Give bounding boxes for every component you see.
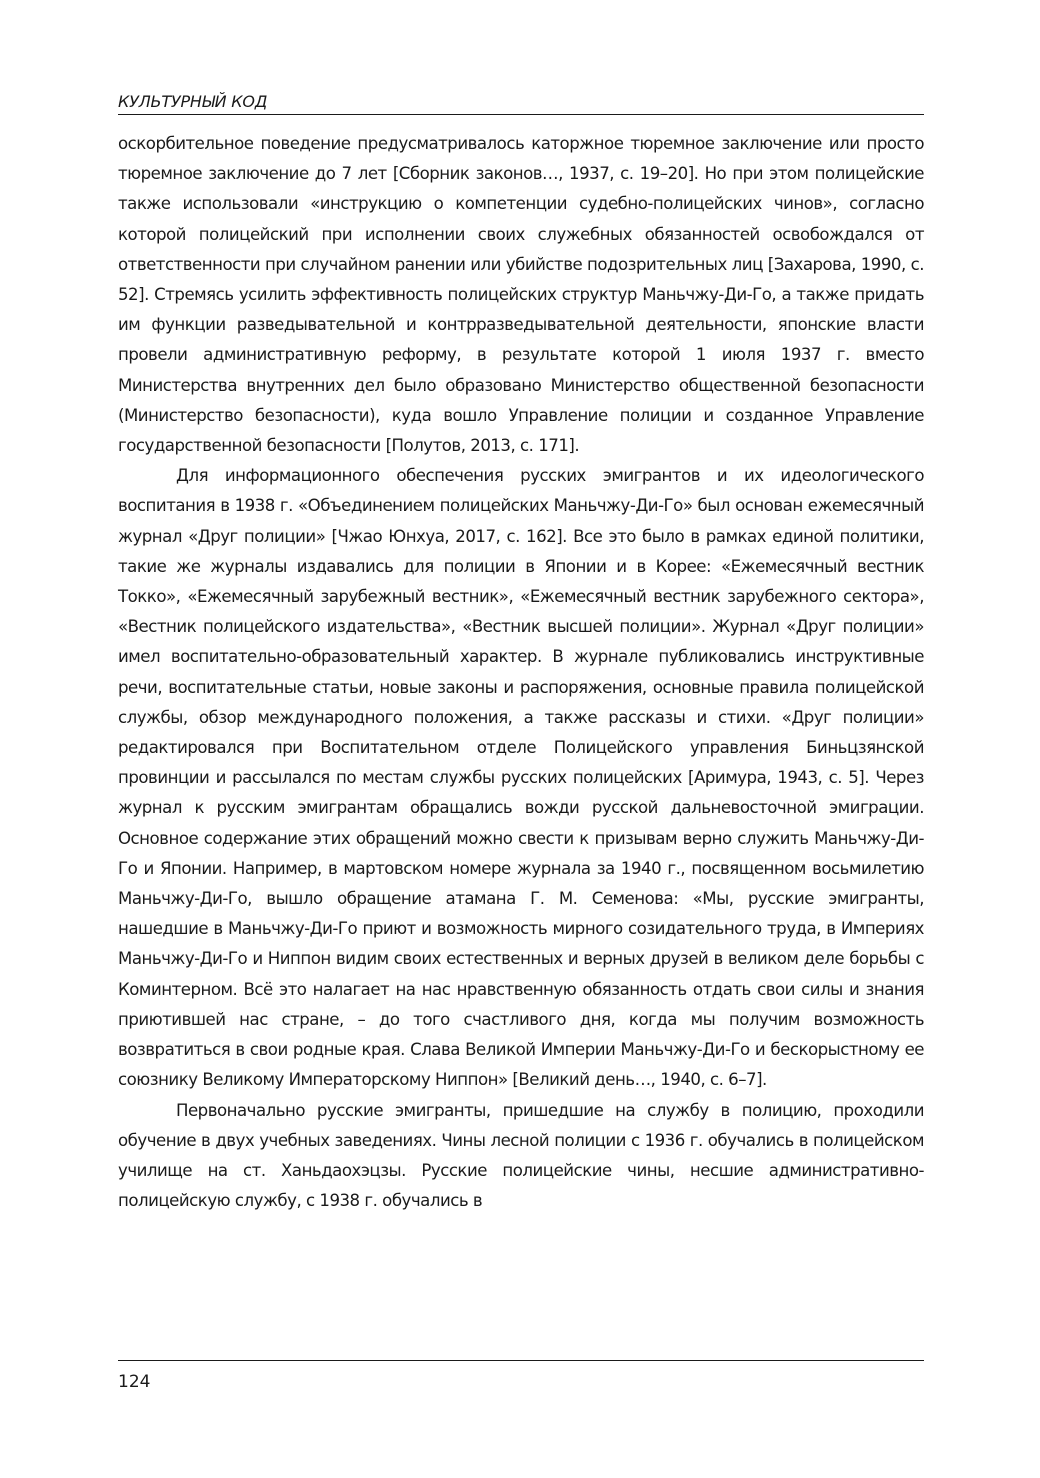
page-number: 124 — [118, 1372, 151, 1392]
footer-rule — [118, 1360, 924, 1361]
paragraph-1: оскорбительное поведение предусматривалось каторжное тюремное заключение или просто тюремное заключение до 7 лет [Сборник законов…, 1937, с. 19–20]. Но при этом полицейские также использовали «инструкцию о компетенции судебно-полицейских чинов», согласно которой полицейский при исполнении своих служебных обязанностей освобождался от ответственности при случайном ранении или убийстве подозрительных лиц [Захарова, 1990, с. 52]. Стремясь усилить эффективность полицейских структур Маньчжу-Ди-Го, а также придать им функции разведывательной и контрразведывательной деятельности, японские власти провели административную реформу, в результате которой 1 июля 1937 г. вместо Министерства внутренних дел было образовано Министерство общественной безопасности (Министерство безопасности), куда вошло Управление полиции и созданное Управление государственной безопасности [Полутов, 2013, с. 171]. — [118, 134, 924, 456]
running-head: КУЛЬТУРНЫЙ КОД — [118, 92, 268, 111]
paragraph-2: Для информационного обеспечения русских эмигрантов и их идеологического воспитания в 1938 г. «Объединением полицейских Маньчжу-Ди-Го» был основан ежемесячный журнал «Друг полиции» [Чжао Юнхуа, 2017, с. 162]. Все это было в рамках единой политики, такие же журналы издавались для полиции в Японии и в Корее: «Ежемесячный вестник Токко», «Ежемесячный зарубежный вестник», «Ежемесячный вестник зарубежного сектора», «Вестник полицейского издательства», «Вестник высшей полиции». Журнал «Друг полиции» имел воспитательно-образовательный характер. В журнале публиковались инструктивные речи, воспитательные статьи, новые законы и распоряжения, основные правила полицейской службы, обзор международного положения, а также рассказы и стихи. «Друг полиции» редактировался при Воспитательном отделе Полицейского управления Биньцзянской провинции и рассылался по местам службы русских полицейских [Аримура, 1943, с. 5]. Через журнал к русским эмигрантам обращались вожди русской дальневосточной эмиграции. Основное содержание этих обращений можно свести к призывам верно служить Маньчжу-Ди-Го и Японии. Например, в мартовском номере журнала за 1940 г., посвященном восьмилетию Маньчжу-Ди-Го, вышло обращение атамана Г. М. Семенова: «Мы, русские эмигранты, нашедшие в Маньчжу-Ди-Го приют и возможность мирного созидательного труда, в Империях Маньчжу-Ди-Го и Ниппон видим своих естественных и верных друзей в великом деле борьбы с Коминтерном. Всё это налагает на нас нравственную обязанность отдать свои силы и знания приютившей нас стране, – до того счастливого дня, когда мы получим возможность возвратиться в свои родные края. Слава Великой Империи Маньчжу-Ди-Го и бескорыстному ее союзнику Великому Императорскому Ниппон» [Великий день…, 1940, с. 6–7]. — [118, 466, 924, 1090]
paragraph-3: Первоначально русские эмигранты, пришедшие на службу в полицию, проходили обучение в двух учебных заведениях. Чины лесной полиции с 1936 г. обучались в полицейском училище на ст. Ханьдаохэцзы. Русские полицейские чины, несшие административно-полицейскую службу, с 1938 г. обучались в — [118, 1100, 924, 1211]
header-rule — [118, 114, 924, 115]
body-text — [118, 129, 924, 1216]
